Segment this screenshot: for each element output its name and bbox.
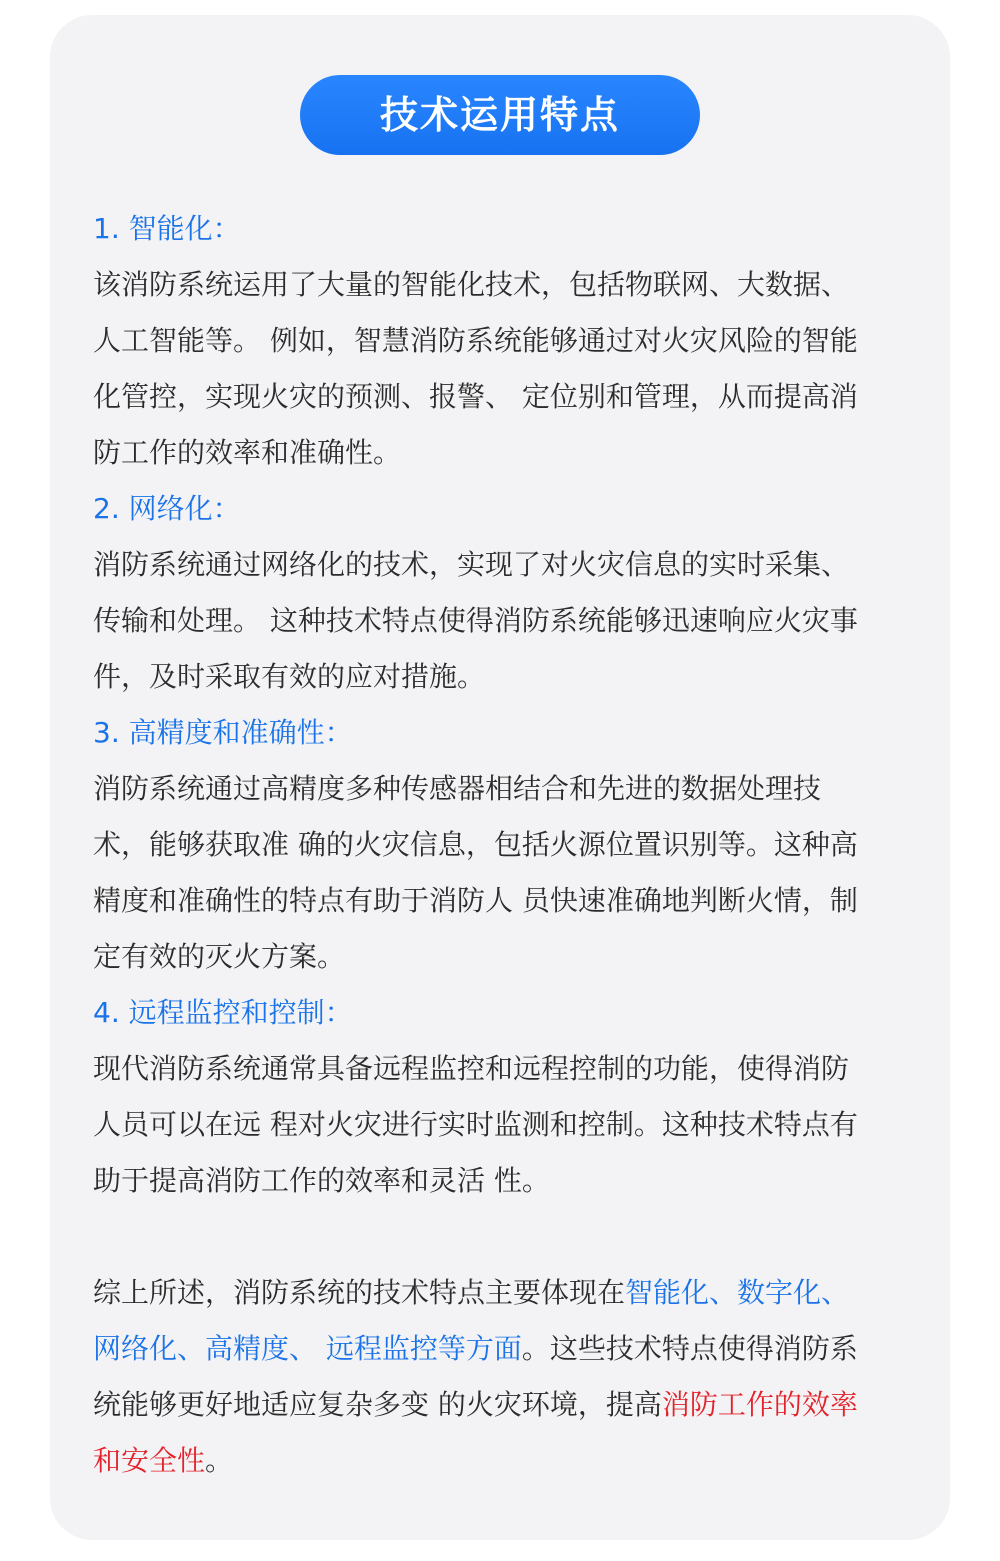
summary-line <box>93 1377 911 1433</box>
summary-highlight-blue: 网络化、高精度、 远程监控等方面 <box>93 1332 522 1365</box>
section-line: 术，能够获取准 确的火灾信息，包括火源位置识别等。这种高 <box>93 828 858 861</box>
content-card <box>50 15 950 1540</box>
section-line: 消防系统通过高精度多种传感器相结合和先进的数据处理技 <box>93 772 822 805</box>
summary-line <box>93 1321 911 1377</box>
summary-highlight-red: 消防工作的效率 <box>661 1388 858 1421</box>
spacer <box>93 1209 911 1265</box>
section-line: 该消防系统运用了大量的智能化技术，包括物联网、大数据、 <box>93 268 850 301</box>
summary-text: 统能够更好地适应复杂多变 的火灾环境，提高 <box>93 1388 662 1421</box>
summary-text: 综上所述，消防系统的技术特点主要体现在 <box>93 1276 626 1309</box>
section-line: 化管控，实现火灾的预测、报警、 定位别和管理，从而提高消 <box>93 380 858 413</box>
summary-line <box>93 1433 911 1489</box>
section-heading-remote: 4. 远程监控和控制： <box>93 996 353 1029</box>
summary-highlight-red: 和安全性 <box>93 1444 206 1477</box>
summary-text: 。 <box>205 1444 234 1477</box>
section-line: 消防系统通过网络化的技术，实现了对火灾信息的实时采集、 <box>93 548 850 581</box>
section-line: 人工智能等。 例如，智慧消防系统能够通过对火灾风险的智能 <box>93 324 858 357</box>
section-heading-networked: 2. 网络化： <box>93 492 241 525</box>
section-title-pill: 技术运用特点 <box>300 75 700 155</box>
section-line: 精度和准确性的特点有助于消防人 员快速准确地判断火情，制 <box>93 884 858 917</box>
section-line: 防工作的效率和准确性。 <box>93 436 402 469</box>
section-line: 助于提高消防工作的效率和灵活 性。 <box>93 1164 550 1197</box>
content-body <box>93 201 911 1489</box>
summary-highlight-blue: 智能化、数字化、 <box>625 1276 850 1309</box>
section-line: 传输和处理。 这种技术特点使得消防系统能够迅速响应火灾事 <box>93 604 858 637</box>
section-heading-precision: 3. 高精度和准确性： <box>93 716 353 749</box>
summary-line <box>93 1265 911 1321</box>
section-line: 现代消防系统通常具备远程监控和远程控制的功能，使得消防 <box>93 1052 850 1085</box>
section-heading-intelligent: 1. 智能化： <box>93 212 241 245</box>
section-line: 人员可以在远 程对火灾进行实时监测和控制。这种技术特点有 <box>93 1108 858 1141</box>
section-line: 定有效的灭火方案。 <box>93 940 346 973</box>
section-line: 件，及时采取有效的应对措施。 <box>93 660 486 693</box>
summary-text: 。这些技术特点使得消防系 <box>521 1332 858 1365</box>
